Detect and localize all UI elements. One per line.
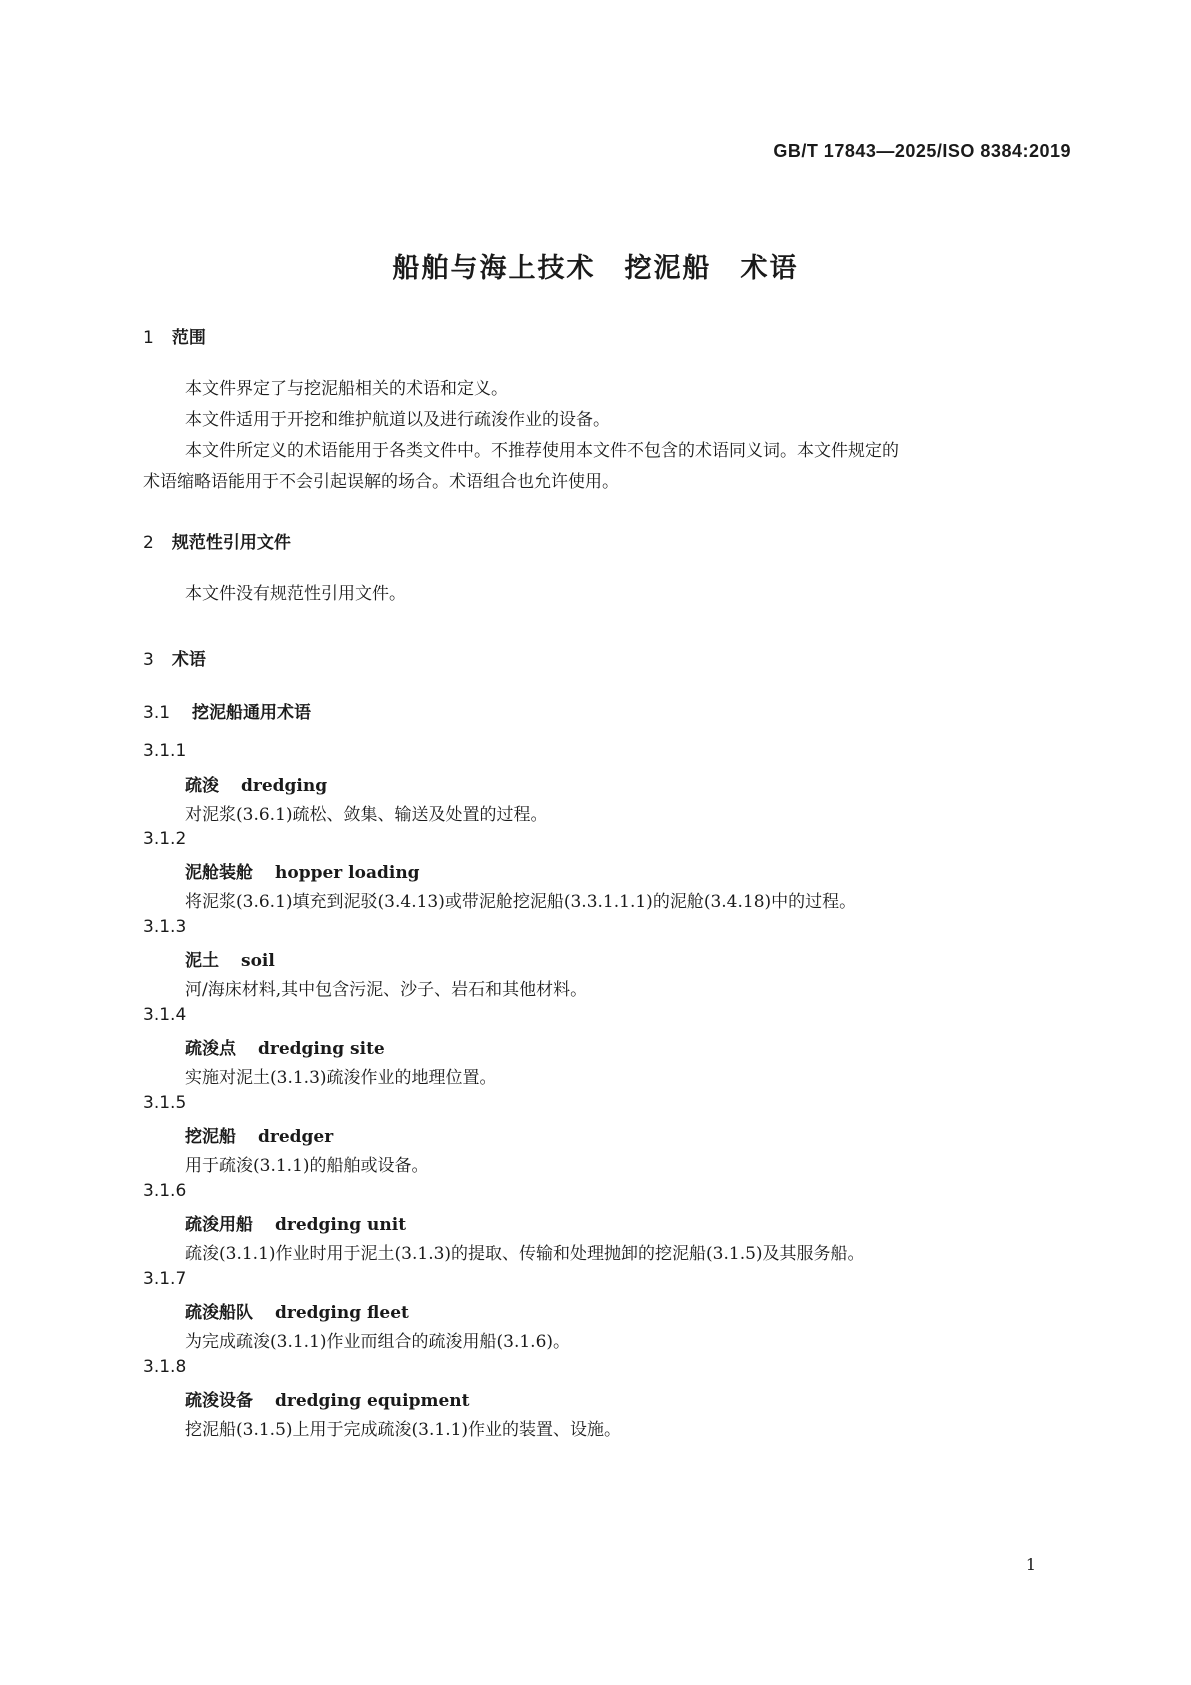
- term-definition: 为完成疏浚(3.1.1)作业而组合的疏浚用船(3.1.6)。: [185, 1332, 571, 1352]
- scope-line-4: 术语缩略语能用于不会引起误解的场合。术语组合也允许使用。: [143, 472, 619, 492]
- term-heading: [185, 858, 420, 883]
- scope-line-1: 本文件界定了与挖泥船相关的术语和定义。: [185, 379, 508, 399]
- term-number: 3.1.2: [143, 829, 187, 849]
- section-number: 3: [143, 650, 154, 670]
- scope-line-3: 本文件所定义的术语能用于各类文件中。不推荐使用本文件不包含的术语同义词。本文件规定的: [185, 441, 899, 461]
- section-title: 术语: [171, 650, 206, 670]
- term-definition: 实施对泥土(3.1.3)疏浚作业的地理位置。: [185, 1068, 497, 1088]
- term-heading: [185, 1298, 409, 1323]
- term-en: dredging unit: [275, 1215, 407, 1235]
- section-heading-terms: [143, 645, 206, 670]
- term-heading: [185, 946, 275, 971]
- subsection-number: 3.1: [143, 703, 171, 723]
- scope-line-2: 本文件适用于开挖和维护航道以及进行疏浚作业的设备。: [185, 410, 610, 430]
- subsection-title: 挖泥船通用术语: [192, 703, 312, 723]
- term-number: 3.1.6: [143, 1181, 187, 1201]
- scope-paragraphs: [143, 374, 1067, 498]
- term-definition: 河/海床材料,其中包含污泥、沙子、岩石和其他材料。: [185, 980, 588, 1000]
- term-number: 3.1.8: [143, 1357, 187, 1377]
- term-zh: 挖泥船: [185, 1127, 236, 1147]
- section-heading-scope: [143, 323, 206, 348]
- term-number: 3.1.7: [143, 1269, 187, 1289]
- term-number: 3.1.1: [143, 741, 187, 761]
- term-zh: 疏浚用船: [185, 1215, 253, 1235]
- subsection-heading-general-terms: [143, 698, 311, 723]
- term-zh: 疏浚: [185, 776, 219, 796]
- section-number: 1: [143, 328, 154, 348]
- term-en: dredging equipment: [275, 1391, 470, 1411]
- term-definition: 将泥浆(3.6.1)填充到泥驳(3.4.13)或带泥舱挖泥船(3.3.1.1.1)的泥舱(3.4.18)中的过程。: [185, 892, 857, 912]
- term-heading: [185, 771, 327, 796]
- term-heading: [185, 1034, 385, 1059]
- term-heading: [185, 1122, 333, 1147]
- term-zh: 泥土: [185, 951, 219, 971]
- section-heading-normative-references: [143, 528, 291, 553]
- term-number: 3.1.5: [143, 1093, 187, 1113]
- term-definition: 疏浚(3.1.1)作业时用于泥土(3.1.3)的提取、传输和处理抛卸的挖泥船(3.1.5)及其服务船。: [185, 1244, 865, 1264]
- term-en: dredger: [258, 1127, 334, 1147]
- term-zh: 泥舱装舱: [185, 863, 253, 883]
- normative-references-line: 本文件没有规范性引用文件。: [185, 584, 406, 604]
- term-en: dredging: [241, 776, 328, 796]
- term-heading: [185, 1386, 469, 1411]
- term-definition: 用于疏浚(3.1.1)的船舶或设备。: [185, 1156, 429, 1176]
- document-title: 船舶与海上技术 挖泥船 术语: [392, 253, 799, 284]
- term-definition: 对泥浆(3.6.1)疏松、敛集、输送及处置的过程。: [185, 805, 548, 825]
- term-zh: 疏浚点: [185, 1039, 236, 1059]
- section-number: 2: [143, 533, 154, 553]
- term-en: dredging site: [258, 1039, 385, 1059]
- term-heading: [185, 1210, 406, 1235]
- section-title: 范围: [171, 328, 206, 348]
- term-en: soil: [241, 951, 275, 971]
- term-definition: 挖泥船(3.1.5)上用于完成疏浚(3.1.1)作业的装置、设施。: [185, 1420, 622, 1440]
- term-en: hopper loading: [275, 863, 420, 883]
- page-number: 1: [1025, 1555, 1036, 1574]
- section-title: 规范性引用文件: [171, 533, 291, 553]
- normative-references-paragraph: [143, 579, 1067, 610]
- term-zh: 疏浚设备: [185, 1391, 253, 1411]
- term-en: dredging fleet: [275, 1303, 409, 1323]
- term-number: 3.1.3: [143, 917, 187, 937]
- term-number: 3.1.4: [143, 1005, 187, 1025]
- standard-id: GB/T 17843—2025/ISO 8384:2019: [773, 141, 1071, 161]
- term-zh: 疏浚船队: [185, 1303, 253, 1323]
